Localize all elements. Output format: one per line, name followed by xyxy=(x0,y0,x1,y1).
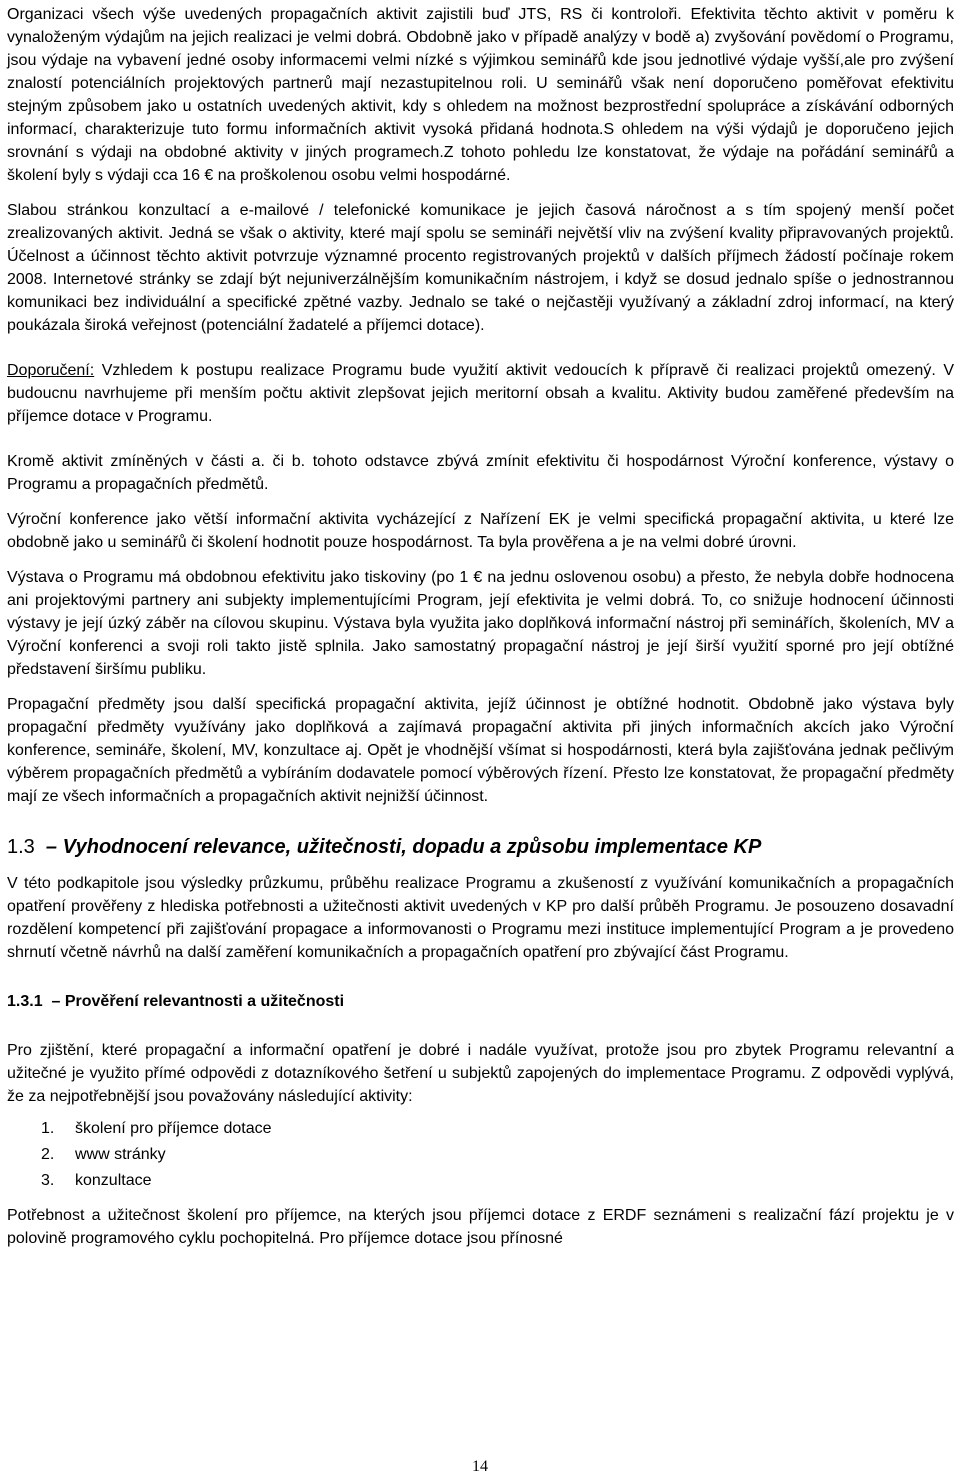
recommendation-text: Vzhledem k postupu realizace Programu bude využití aktivit vedoucích k přípravě či realizaci projektů omezený. V budoucnu navrhujeme při menším počtu aktivit zlepšovat jejich meritorní obsah a kvalitu. Aktivity budou zaměřené především na příjemce dotace v Programu. xyxy=(7,362,954,425)
subsection-heading xyxy=(7,990,954,1013)
section-number: 1.3 xyxy=(7,836,35,858)
paragraph-exhibition: Výstava o Programu má obdobnou efektivitu jako tiskoviny (po 1 € na jednu oslovenou osobu) a přesto, že nebyla dobře hodnocena ani projektovými partnery ani subjekty implementujícími Program, její efektivita je velmi dobrá. To, co snižuje hodnocení účinnosti výstavy je její úzký záběr na cílovou skupinu. Výstava byla využita jako doplňková informační nástroj při seminářích, školeních, MV a Výroční konferenci a svoji roli takto jistě splnila. Jako samostatný propagační nástroj je její širší využití sporné pro její obtížné představení širšímu publiku. xyxy=(7,569,954,678)
list-item xyxy=(7,1116,954,1142)
recommendation-label: Doporučení: xyxy=(7,362,95,379)
list-item-number: 1. xyxy=(41,1120,55,1137)
document-page xyxy=(7,3,954,1250)
list-item-number: 2. xyxy=(41,1146,55,1163)
paragraph-consultations: Slabou stránkou konzultací a e-mailové / telefonické komunikace je jejich časová náročnost a s tím spojený menší počet zrealizovaných aktivit. Jedná se však o aktivity, které mají spolu se semináři největší vliv na zvýšení kvality připravovaných projektů. Účelnost a účinnost těchto aktivit potvrzuje významné procento registrovaných projektů v dalších příjmech žádostí počínaje rokem 2008. Internetové stránky se zdají být nejuniverzálnějším komunikačním nástrojem, i když se dosud jednalo spíše o jednostrannou komunikaci bez individuální a specifické zpětné vazby. Jednalo se také o nejčastěji využívaný a základní zdroj informací, na který poukázala široká veřejnost (potenciální žadatelé a příjemci dotace). xyxy=(7,202,954,334)
paragraph-recommendation xyxy=(7,359,954,428)
section-heading xyxy=(7,834,954,860)
subsection-number: 1.3.1 xyxy=(7,993,43,1010)
subsection-dash: – xyxy=(47,993,65,1010)
paragraph-survey: Pro zjištění, které propagační a informační opatření je dobré i nadále využívat, protože jsou pro zbytek Programu relevantní a užitečné je využito přímé odpovědi z dotazníkového šetření u subjektů zapojených do implementace Programu. Z odpovědi vyplývá, že za nejpotřebnější jsou považovány následující aktivity: xyxy=(7,1042,954,1105)
list-item-text: konzultace xyxy=(75,1172,152,1189)
list-item xyxy=(7,1142,954,1168)
section-title: Vyhodnocení relevance, užitečnosti, dopadu a způsobu implementace KP xyxy=(62,836,762,858)
section-title-dash: – xyxy=(40,836,63,858)
paragraph-seminar-efficiency: Organizaci všech výše uvedených propagačních aktivit zajistili buď JTS, RS či kontroloři. Efektivita těchto aktivit v poměru k vynaloženým výdajům na jejich realizaci je velmi dobrá. Obdobně jako v případě analýzy v bodě a) zvyšování povědomí o Programu, jsou výdaje na vybavení jedné osoby informacemi velmi nízké s výjimkou seminářů kde jsou jednotlivé výdaje vyšší,ale pro zvýšení znalostí potenciálních projektových partnerů mají nezastupitelnou roli. U seminářů však není doporučeno poměřovat efektivitu stejným způsobem jako u ostatních uvedených aktivit, kdy s ohledem na možnost bezprostřední spolupráce a získávání odborných informací, charakterizuje tuto formu informačních aktivit vysoká přidaná hodnota.S ohledem na výši výdajů je doporučeno jejich srovnání s výdaji na obdobné aktivity v jiných programech.Z tohoto pohledu lze konstatovat, že výdaje na pořádání seminářů a školení byly s výdaji cca 16 € na proškolenou osobu velmi hospodárné. xyxy=(7,6,954,184)
subsection-title: Prověření relevantnosti a užitečnosti xyxy=(64,993,345,1010)
paragraph-subchapter-intro: V této podkapitole jsou výsledky průzkumu, průběhu realizace Programu a zkušeností z využívání komunikačních a propagačních opatření prověřeny z hlediska potřebnosti a užitečnosti aktivit uvedených v KP pro další průběh Programu. Je posouzeno dosavadní rozdělení kompetencí při zajišťování propagace a informovanosti o Programu mezi instituce implementující Program a je provedeno shrnutí včetně návrhů na další zaměření komunikačních a propagačních opatření pro zbývající část Programu. xyxy=(7,875,954,961)
list-item-text: školení pro příjemce dotace xyxy=(75,1120,272,1137)
list-item-text: www stránky xyxy=(75,1146,166,1163)
paragraph-training-needs: Potřebnost a užitečnost školení pro příjemce, na kterých jsou příjemci dotace z ERDF seznámeni s realizační fází projektu je v polovině programového cyklu pochopitelná. Pro příjemce dotace jsou přínosné xyxy=(7,1207,954,1247)
paragraph-other-activities: Kromě aktivit zmíněných v části a. či b. tohoto odstavce zbývá zmínit efektivitu či hospodárnost Výroční konference, výstavy o Programu a propagačních předmětů. xyxy=(7,453,954,493)
page-number: 14 xyxy=(472,1458,488,1475)
activity-list xyxy=(7,1116,954,1194)
paragraph-promo-items: Propagační předměty jsou další specifická propagační aktivita, jejíž účinnost je obtížné hodnotit. Obdobně jako výstava byly propagační předměty využívány jako doplňková a zajímavá propagační aktivita při jiných informačních akcích jako Výroční konference, semináře, školení, MV, konzultace aj. Opět je vhodnější všímat si hospodárnosti, která byla zajišťována jednak pečlivým výběrem propagačních předmětů a vybíráním dodavatele pomocí výběrových řízení. Přesto lze konstatovat, že propagační předměty mají ze všech informačních a propagačních aktivit nejnižší účinnost. xyxy=(7,696,954,805)
list-item-number: 3. xyxy=(41,1172,55,1189)
paragraph-annual-conference: Výroční konference jako větší informační aktivita vycházející z Nařízení EK je velmi specifická propagační aktivita, u které lze obdobně jako u seminářů či školení hodnotit pouze hospodárnost. Ta byla prověřena a je na velmi dobré úrovni. xyxy=(7,511,954,551)
list-item xyxy=(7,1168,954,1194)
